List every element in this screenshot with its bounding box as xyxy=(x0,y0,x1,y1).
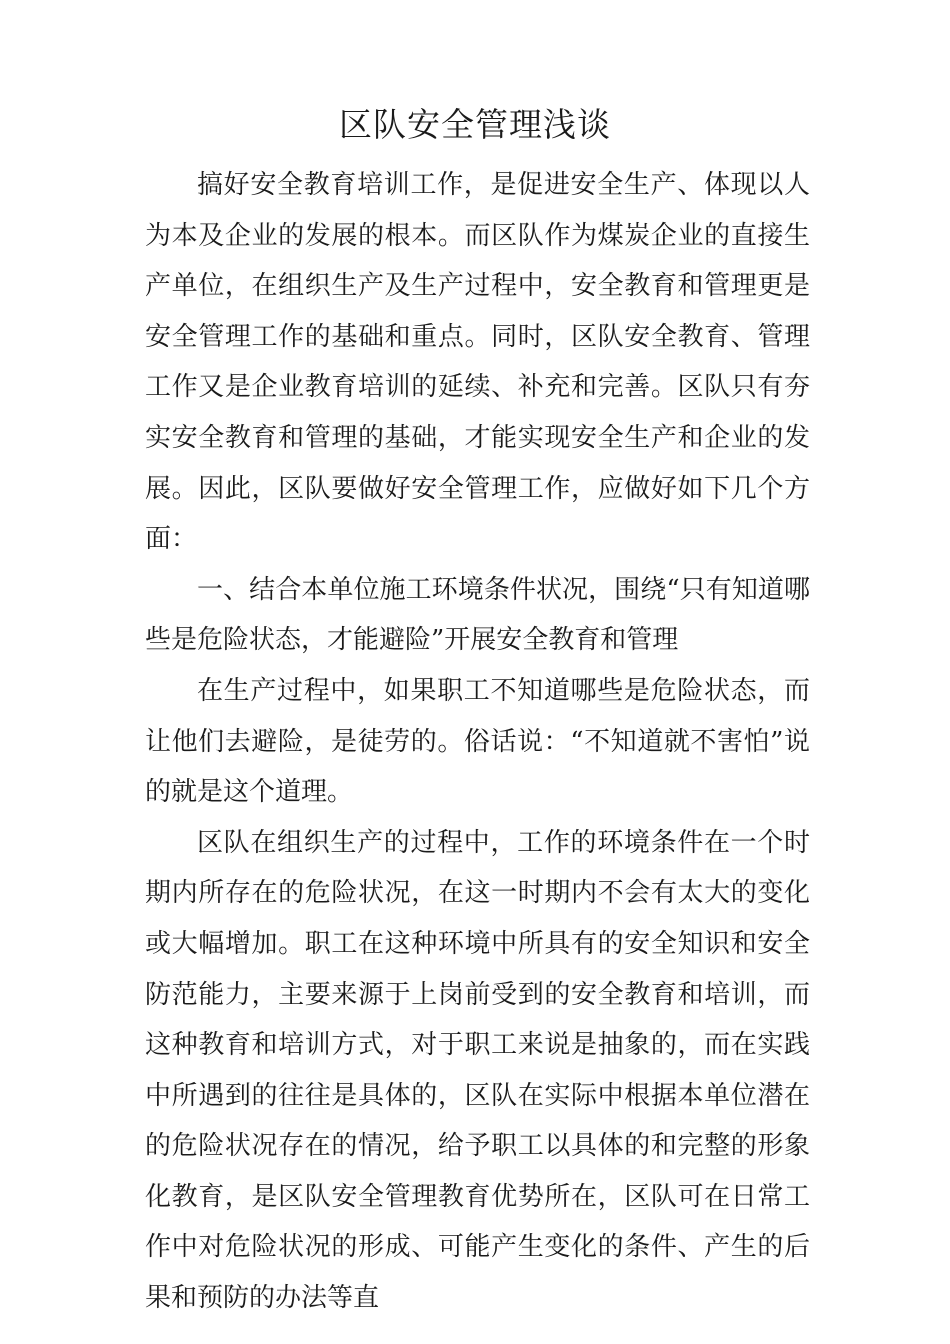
document-title: 区队安全管理浅谈 xyxy=(339,105,611,144)
paragraph-section-heading-1: 一、结合本单位施工环境条件状况，围绕“只有知道哪些是危险状态，才能避险”开展安全教育和管理 xyxy=(145,574,810,656)
paragraph-team-training: 区队在组织生产的过程中，工作的环境条件在一个时期内所存在的危险状况，在这一时期内不会有太大的变化或大幅增加。职工在这种环境中所具有的安全知识和安全防范能力，主要来源于上岗前受到的安全教育和培训，而这种教育和培训方式，对于职工来说是抽象的，而在实践中所遇到的往往是具体的，区队在实际中根据本单位潜在的危险状况存在的情况，给予职工以具体的和完整的形象化教育，是区队安全管理教育优势所在，区队可在日常工作中对危险状况的形成、可能产生变化的条件、产生的后果和预防的办法等直 xyxy=(145,827,810,1314)
paragraph-intro: 搞好安全教育培训工作，是促进安全生产、体现以人为本及企业的发展的根本。而区队作为煤炭企业的直接生产单位，在组织生产及生产过程中，安全教育和管理更是安全管理工作的基础和重点。同时，区队安全教育、管理工作又是企业教育培训的延续、补充和完善。区队只有夯实安全教育和管理的基础，才能实现安全生产和企业的发展。因此，区队要做好安全管理工作，应做好如下几个方面： xyxy=(145,170,810,555)
document-body xyxy=(145,160,810,1324)
paragraph-danger-awareness: 在生产过程中，如果职工不知道哪些是危险状态，而让他们去避险，是徒劳的。俗话说：“不知道就不害怕”说的就是这个道理。 xyxy=(145,675,810,808)
